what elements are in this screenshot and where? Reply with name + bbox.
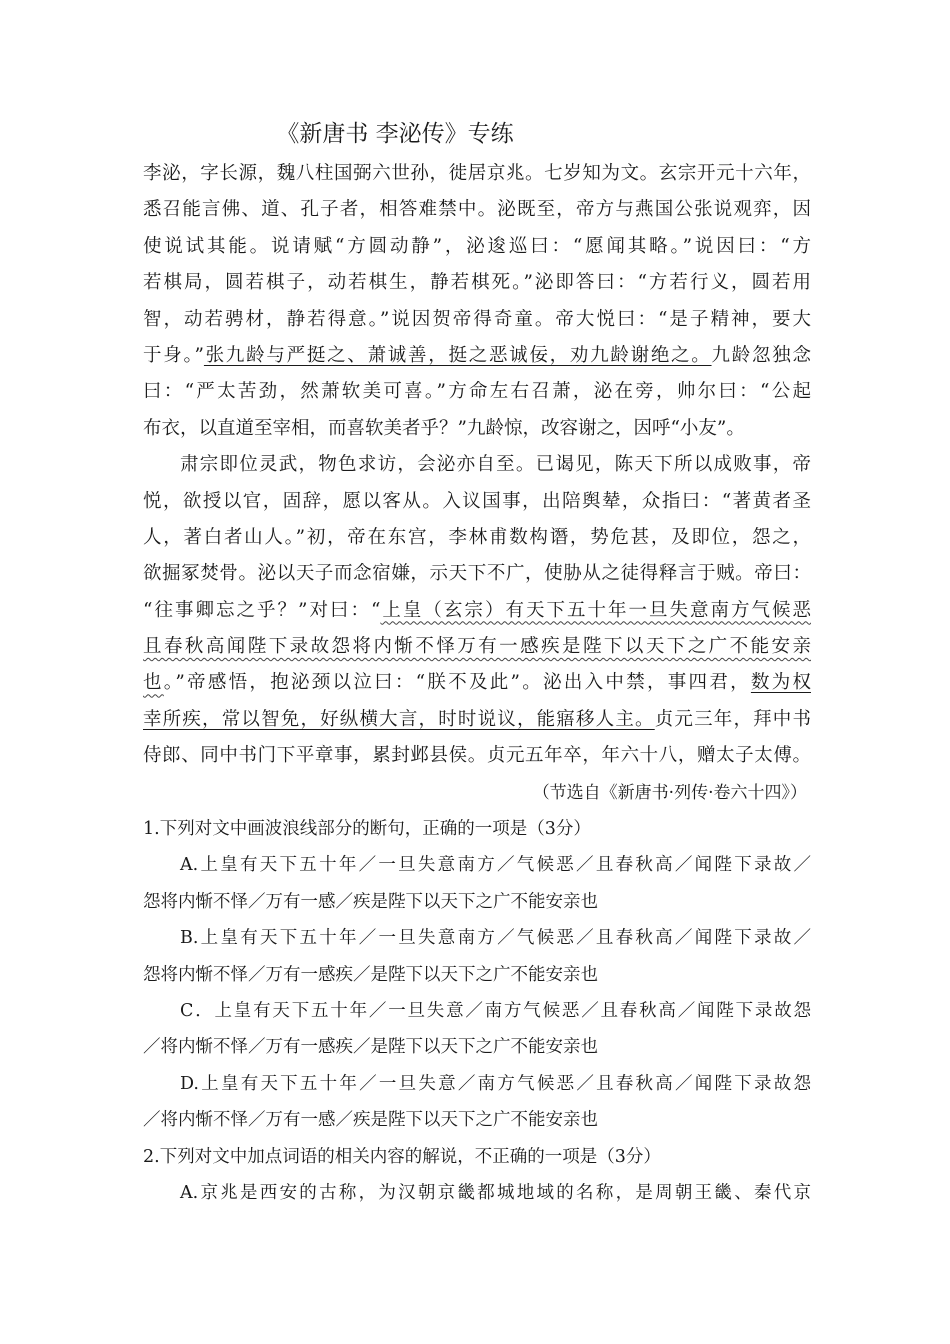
question-1-option-c-cont: ／将内惭不怿／万有一感疾／是陛下以天下之广不能安亲也: [143, 1037, 598, 1058]
passage-line: 侍郎、同中书门下平章事，累封邺县侯。贞元五年卒，年六十八，赠太子太傅。: [143, 745, 811, 767]
question-1-option-b-cont: 怨将内惭不怿／万有一感疾／是陛下以天下之广不能安亲也: [143, 964, 598, 985]
passage-line: [143, 702, 811, 738]
underlined-sentence: 幸所疾，常以智免，好纵横大言，时时说议，能寤移人主。: [143, 708, 655, 730]
wavy-underlined-text: 上皇（玄宗）有天下五十年一旦失意南方气候恶: [380, 599, 811, 621]
passage-line: 智，动若骋材，静若得意。”说因贺帝得奇童。帝大悦曰：“是子精神，要大: [143, 308, 811, 330]
question-1-option-a: A.上皇有天下五十年／一旦失意南方／气候恶／且春秋高／闻陛下录故／: [180, 855, 811, 876]
passage-line: [143, 338, 811, 374]
passage-line: 布衣，以直道至宰相，而喜软美者乎？”九龄惊，改容谢之，因呼“小友”。: [143, 417, 745, 439]
wavy-underlined-text: 也: [143, 672, 164, 694]
underlined-sentence: 张九龄与严挺之、萧诚善，挺之恶诚佞，劝九龄谢绝之。: [203, 344, 712, 366]
passage-line: 使说试其能。说请赋“方圆动静”，泌逡巡曰：“愿闻其略。”说因曰：“方: [143, 235, 811, 257]
passage-line: [143, 665, 811, 701]
source-citation: （节选自《新唐书·列传·卷六十四》）: [532, 782, 807, 803]
question-1-option-d: D.上皇有天下五十年／一旦失意／南方气候恶／且春秋高／闻陛下录故怨: [180, 1073, 811, 1094]
question-2-option-a: A.京兆是西安的古称，为汉朝京畿都城地域的名称，是周朝王畿、秦代京: [180, 1182, 811, 1203]
question-1-option-d-cont: ／将内惭不怿／万有一感／疾是陛下以天下之广不能安亲也: [143, 1110, 598, 1131]
passage-line: 肃宗即位灵武，物色求访，会泌亦自至。已谒见，陈天下所以成败事，帝: [180, 454, 811, 476]
passage-line: 悦，欲授以官，固辞，愿以客从。入议国事，出陪舆辇，众指曰：“著黄者圣: [143, 490, 811, 512]
question-2-stem: 2.下列对文中加点词语的相关内容的解说，不正确的一项是（3分）: [143, 1146, 661, 1167]
wavy-underlined-text: 且春秋高闻陛下录故怨将内惭不怿万有一感疾是陛下以天下之广不能安亲: [143, 636, 811, 658]
passage-text: 贞元三年，拜中书: [654, 708, 811, 730]
question-1-option-c: C．上皇有天下五十年／一旦失意／南方气候恶／且春秋高／闻陛下录故怨: [180, 1000, 811, 1021]
passage-line: [143, 593, 811, 629]
passage-line: 李泌，字长源，魏八柱国弼六世孙，徙居京兆。七岁知为文。玄宗开元十六年，: [143, 163, 811, 184]
passage-line: [143, 629, 811, 665]
passage-line: 悉召能言佛、道、孔子者，相答难禁中。泌既至，帝方与燕国公张说观弈，因: [143, 199, 811, 221]
passage-body: [143, 156, 811, 1211]
passage-line: 人，著白者山人。”初，帝在东宫，李林甫数构谮，势危甚，及即位，怨之，: [143, 526, 811, 548]
page-title: 《新唐书 李泌传》专练: [276, 121, 514, 147]
question-1-option-a-cont: 怨将内惭不怿／万有一感／疾是陛下以天下之广不能安亲也: [143, 891, 598, 912]
passage-line: 欲掘冢焚骨。泌以天子而念宿嫌，示天下不广，使胁从之徒得释言于贼。帝曰：: [143, 563, 811, 585]
passage-text: “往事卿忘之乎？”对曰：“: [143, 599, 381, 621]
question-1-option-b: B.上皇有天下五十年／一旦失意南方／气候恶／且春秋高／闻陛下录故／: [180, 928, 811, 949]
passage-text: 。”帝感悟，抱泌颈以泣曰：“朕不及此”。泌出入中禁，事四君，: [163, 672, 751, 694]
passage-line: 曰：“严太苦劲，然萧软美可喜。”方命左右召萧，泌在旁，帅尔曰：“公起: [143, 381, 811, 403]
passage-text: 九龄忽独念: [711, 344, 811, 366]
passage-line: 若棋局，圆若棋子，动若棋生，静若棋死。”泌即答曰：“方若行义，圆若用: [143, 272, 811, 294]
question-1-stem: 1.下列对文中画波浪线部分的断句，正确的一项是（3分）: [143, 819, 591, 840]
underlined-sentence: 数为权: [750, 672, 811, 694]
passage-text: 于身。”: [143, 344, 204, 366]
